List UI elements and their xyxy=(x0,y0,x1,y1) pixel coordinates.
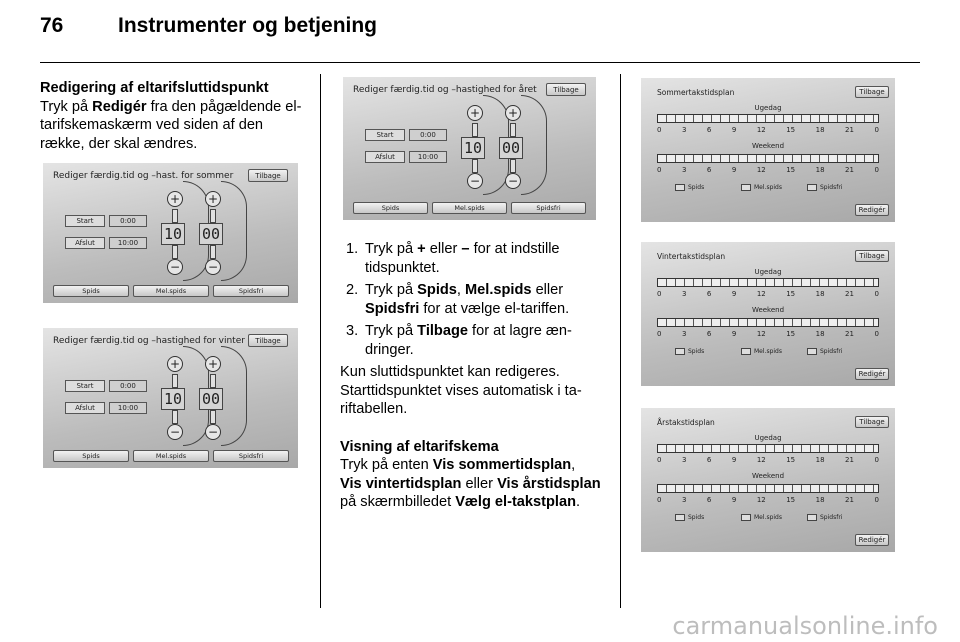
view-bold-summer: Vis sommertidsplan xyxy=(432,457,572,473)
step-item xyxy=(340,281,612,318)
hour-tick-label: 0 xyxy=(874,126,879,134)
weekday-label: Ugedag xyxy=(754,268,782,276)
step-part: for at lagre æn-dringer. xyxy=(365,323,572,358)
legend-item xyxy=(675,184,704,191)
legend-item xyxy=(675,348,704,355)
weekend-hours xyxy=(657,496,879,504)
weekend-track[interactable] xyxy=(657,154,879,163)
legend-swatch xyxy=(807,348,817,355)
step-bold: – xyxy=(461,241,470,257)
hour-tick-label: 3 xyxy=(681,126,687,134)
hour-display: 10 xyxy=(461,137,485,159)
weekday-hours xyxy=(657,126,879,134)
step-text xyxy=(365,281,612,318)
hour-tick-label: 15 xyxy=(786,166,796,174)
minute-display: 00 xyxy=(199,388,223,410)
back-button[interactable]: Tilbage xyxy=(248,169,288,182)
intro-text-2: fra den pågældende el-tarifskemaskærm ved siden af den række, der skal ændres. xyxy=(40,98,302,152)
edit-button[interactable]: Redigér xyxy=(855,368,889,380)
legend-item xyxy=(741,348,782,355)
hour-tick-label: 3 xyxy=(681,290,687,298)
hour-tick-label: 0 xyxy=(657,496,662,504)
view-text-b: , xyxy=(571,457,576,473)
end-label: Afslut xyxy=(365,151,405,163)
hour-minus-button[interactable]: − xyxy=(167,259,183,275)
hour-slider-top xyxy=(172,209,178,223)
back-button[interactable]: Tilbage xyxy=(855,86,889,98)
middle-paragraph: Kun sluttidspunktet kan redigeres. Starttidspunktet vises automatisk i ta-riftabellen. xyxy=(340,364,582,417)
schedule-title: Vintertakstidsplan xyxy=(657,252,726,261)
hour-tick-label: 18 xyxy=(815,456,825,464)
hour-tick-label: 18 xyxy=(815,166,825,174)
step-part: Tryk på xyxy=(365,241,418,257)
hour-tick-label: 15 xyxy=(786,330,796,338)
weekend-hours xyxy=(657,166,879,174)
start-value: 0:00 xyxy=(109,380,147,392)
hour-tick-label: 6 xyxy=(706,126,712,134)
tariff-button-1[interactable]: Spids xyxy=(353,202,428,214)
step-part: Tryk på xyxy=(365,282,418,298)
column-divider-left xyxy=(320,74,321,608)
hour-tick-label: 0 xyxy=(874,456,879,464)
hour-slider-bottom xyxy=(172,245,178,259)
minute-bracket xyxy=(221,346,247,446)
weekend-label: Weekend xyxy=(751,306,785,314)
step-part: for at vælge el-tariffen. xyxy=(419,300,570,317)
schedule-title: Sommertakstidsplan xyxy=(657,88,735,97)
minute-plus-button[interactable]: + xyxy=(505,105,521,121)
hour-tick-label: 6 xyxy=(706,456,712,464)
weekday-track[interactable] xyxy=(657,114,879,123)
screen-edit-year xyxy=(343,77,596,220)
hour-tick-label: 6 xyxy=(706,290,712,298)
legend-swatch xyxy=(675,184,685,191)
tariff-button-2[interactable]: Mel.spids xyxy=(133,450,209,462)
hour-tick-label: 9 xyxy=(731,166,737,174)
view-text-a: Tryk på enten xyxy=(340,457,433,473)
hour-tick-label: 0 xyxy=(874,496,879,504)
hour-tick-label: 12 xyxy=(756,290,766,298)
hour-tick-label: 21 xyxy=(845,496,854,504)
hour-tick-label: 3 xyxy=(681,496,687,504)
minute-slider-top xyxy=(510,123,516,137)
hour-display: 10 xyxy=(161,388,185,410)
section-heading-2: Visning af eltarifskema xyxy=(340,438,499,455)
legend-item xyxy=(807,184,842,191)
weekday-hours xyxy=(657,456,879,464)
legend-label: Spidsfri xyxy=(820,184,843,191)
hour-tick-label: 12 xyxy=(756,496,766,504)
hour-tick-label: 9 xyxy=(731,330,737,338)
schedule-screen-summer xyxy=(641,78,895,222)
start-value: 0:00 xyxy=(409,129,447,141)
minute-display: 00 xyxy=(499,137,523,159)
left-column xyxy=(40,79,310,153)
legend-item xyxy=(741,514,782,521)
minute-plus-button[interactable]: + xyxy=(205,191,221,207)
minute-plus-button[interactable]: + xyxy=(205,356,221,372)
hour-tick-label: 12 xyxy=(756,330,766,338)
hour-tick-label: 21 xyxy=(845,330,854,338)
legend-item xyxy=(741,184,782,191)
hour-slider-bottom xyxy=(172,410,178,424)
hour-slider-top xyxy=(472,123,478,137)
view-bold-select: Vælg el-takstplan xyxy=(455,494,577,510)
hour-tick-label: 0 xyxy=(874,330,879,338)
hour-tick-label: 15 xyxy=(786,126,796,134)
minute-slider-bottom xyxy=(210,245,216,259)
step-text xyxy=(365,322,612,359)
end-label: Afslut xyxy=(65,402,105,414)
minute-minus-button[interactable]: − xyxy=(205,424,221,440)
schedule-screen-winter xyxy=(641,242,895,386)
screen-edit-summer xyxy=(43,163,298,303)
step-bold: Tilbage xyxy=(417,323,468,339)
minute-minus-button[interactable]: − xyxy=(505,173,521,189)
back-button[interactable]: Tilbage xyxy=(855,416,889,428)
legend-swatch xyxy=(675,348,685,355)
back-button[interactable]: Tilbage xyxy=(248,334,288,347)
hour-minus-button[interactable]: − xyxy=(167,424,183,440)
hour-tick-label: 6 xyxy=(706,166,712,174)
legend-label: Mel.spids xyxy=(754,184,782,191)
hour-tick-label: 21 xyxy=(845,126,854,134)
legend-swatch xyxy=(741,514,751,521)
tariff-button-1[interactable]: Spids xyxy=(53,285,129,297)
hour-tick-label: 0 xyxy=(657,330,662,338)
start-label: Start xyxy=(365,129,405,141)
legend-label: Mel.spids xyxy=(754,348,782,355)
legend-label: Mel.spids xyxy=(754,514,782,521)
hour-tick-label: 12 xyxy=(756,166,766,174)
start-label: Start xyxy=(65,215,105,227)
legend-swatch xyxy=(807,514,817,521)
hour-tick-label: 21 xyxy=(845,166,854,174)
step-bold: Spids xyxy=(417,282,457,298)
legend-label: Spids xyxy=(688,348,705,355)
intro-paragraph xyxy=(40,98,310,154)
weekday-hours xyxy=(657,290,879,298)
hour-tick-label: 3 xyxy=(681,330,687,338)
intro-text-1: Tryk på xyxy=(40,98,93,115)
page-number: 76 xyxy=(40,14,64,37)
legend-label: Spids xyxy=(688,514,705,521)
minute-slider-top xyxy=(210,209,216,223)
hour-tick-label: 15 xyxy=(786,290,796,298)
hour-tick-label: 9 xyxy=(731,496,737,504)
step-item xyxy=(340,322,612,359)
legend-swatch xyxy=(741,348,751,355)
hour-tick-label: 21 xyxy=(845,456,854,464)
legend-item xyxy=(807,348,842,355)
view-bold-year: Vis årstidsplan xyxy=(497,475,601,492)
hour-tick-label: 3 xyxy=(681,456,687,464)
view-text-c: eller xyxy=(461,475,498,492)
minute-display: 00 xyxy=(199,223,223,245)
step-number: 3. xyxy=(346,323,359,339)
end-value: 10:00 xyxy=(109,237,147,249)
start-label: Start xyxy=(65,380,105,392)
step-item xyxy=(340,240,612,277)
tariff-button-2[interactable]: Mel.spids xyxy=(432,202,507,214)
step-part: for at indstille tidspunktet. xyxy=(365,241,560,276)
weekend-label: Weekend xyxy=(751,142,785,150)
hour-tick-label: 15 xyxy=(786,496,796,504)
weekend-track[interactable] xyxy=(657,318,879,327)
minute-bracket xyxy=(221,181,247,281)
weekend-label: Weekend xyxy=(751,472,785,480)
legend-item xyxy=(675,514,704,521)
legend-swatch xyxy=(807,184,817,191)
hour-slider-top xyxy=(172,374,178,388)
back-button[interactable]: Tilbage xyxy=(855,250,889,262)
minute-minus-button[interactable]: − xyxy=(205,259,221,275)
hour-tick-label: 9 xyxy=(731,126,737,134)
hour-plus-button[interactable]: + xyxy=(467,105,483,121)
column-divider-right xyxy=(620,74,621,608)
header-rule xyxy=(40,62,920,63)
hour-tick-label: 18 xyxy=(815,496,825,504)
step-part: Tryk på xyxy=(365,323,418,339)
edit-button[interactable]: Redigér xyxy=(855,204,889,216)
step-bold: Spidsfri xyxy=(365,300,420,317)
legend-label: Spidsfri xyxy=(820,514,843,521)
legend-swatch xyxy=(675,514,685,521)
hour-tick-label: 0 xyxy=(657,456,662,464)
hour-display: 10 xyxy=(161,223,185,245)
intro-bold-redigér: Redigér xyxy=(92,98,147,115)
screen-title: Rediger færdig.tid og –hastighed for vinter xyxy=(53,336,245,346)
hour-tick-label: 15 xyxy=(786,456,796,464)
hour-tick-label: 18 xyxy=(815,126,825,134)
weekday-label: Ugedag xyxy=(754,104,782,112)
view-bold-winter: Vis vintertidsplan xyxy=(340,475,462,492)
hour-tick-label: 6 xyxy=(706,496,712,504)
screen-title: Rediger færdig.tid og –hastighed for året xyxy=(353,85,537,95)
step-number: 1. xyxy=(346,241,359,257)
legend-label: Spidsfri xyxy=(820,348,843,355)
minute-slider-top xyxy=(210,374,216,388)
back-button[interactable]: Tilbage xyxy=(546,83,586,96)
watermark: carmanualsonline.info xyxy=(672,612,938,640)
middle-column xyxy=(340,240,612,512)
schedule-title: Årstakstidsplan xyxy=(657,418,715,427)
end-value: 10:00 xyxy=(409,151,447,163)
hour-minus-button[interactable]: − xyxy=(467,173,483,189)
hour-tick-label: 9 xyxy=(731,290,737,298)
hour-tick-label: 0 xyxy=(874,166,879,174)
step-part: , xyxy=(456,282,466,298)
start-value: 0:00 xyxy=(109,215,147,227)
edit-button[interactable]: Redigér xyxy=(855,534,889,546)
hour-tick-label: 12 xyxy=(756,456,766,464)
legend-item xyxy=(807,514,842,521)
hour-tick-label: 9 xyxy=(731,456,737,464)
end-label: Afslut xyxy=(65,237,105,249)
section-heading: Redigering af eltarifsluttidspunkt xyxy=(40,80,269,96)
screen-title: Rediger færdig.tid og –hast. for sommer xyxy=(53,171,234,181)
hour-tick-label: 0 xyxy=(874,290,879,298)
legend-swatch xyxy=(741,184,751,191)
schedule-screen-year xyxy=(641,408,895,552)
hour-tick-label: 0 xyxy=(657,166,662,174)
hour-tick-label: 0 xyxy=(657,290,662,298)
step-bold: Mel.spids xyxy=(465,282,532,298)
tariff-button-3[interactable]: Spidsfri xyxy=(511,202,586,214)
page-title: Instrumenter og betjening xyxy=(118,14,378,37)
screen-edit-winter xyxy=(43,328,298,468)
weekday-label: Ugedag xyxy=(754,434,782,442)
view-text-e: . xyxy=(576,494,581,510)
step-number: 2. xyxy=(346,282,359,298)
tariff-button-3[interactable]: Spidsfri xyxy=(213,450,289,462)
tariff-button-1[interactable]: Spids xyxy=(53,450,129,462)
step-part: eller xyxy=(425,241,462,257)
weekend-hours xyxy=(657,330,879,338)
tariff-button-3[interactable]: Spidsfri xyxy=(213,285,289,297)
step-part: eller xyxy=(531,282,564,298)
tariff-button-2[interactable]: Mel.spids xyxy=(133,285,209,297)
end-value: 10:00 xyxy=(109,402,147,414)
hour-plus-button[interactable]: + xyxy=(167,356,183,372)
hour-tick-label: 0 xyxy=(657,126,662,134)
hour-slider-bottom xyxy=(472,159,478,173)
hour-tick-label: 6 xyxy=(706,330,712,338)
weekday-track[interactable] xyxy=(657,278,879,287)
step-text xyxy=(365,240,612,277)
legend-label: Spids xyxy=(688,184,705,191)
minute-slider-bottom xyxy=(510,159,516,173)
steps-list xyxy=(340,240,612,359)
weekday-track[interactable] xyxy=(657,444,879,453)
hour-tick-label: 12 xyxy=(756,126,766,134)
hour-tick-label: 18 xyxy=(815,330,825,338)
view-paragraph xyxy=(340,456,612,512)
hour-tick-label: 18 xyxy=(815,290,825,298)
minute-slider-bottom xyxy=(210,410,216,424)
view-text-d: på skærmbilledet xyxy=(340,494,456,510)
hour-tick-label: 21 xyxy=(845,290,854,298)
weekend-track[interactable] xyxy=(657,484,879,493)
hour-plus-button[interactable]: + xyxy=(167,191,183,207)
hour-tick-label: 3 xyxy=(681,166,687,174)
minute-bracket xyxy=(521,95,547,195)
step-bold: + xyxy=(417,241,426,257)
